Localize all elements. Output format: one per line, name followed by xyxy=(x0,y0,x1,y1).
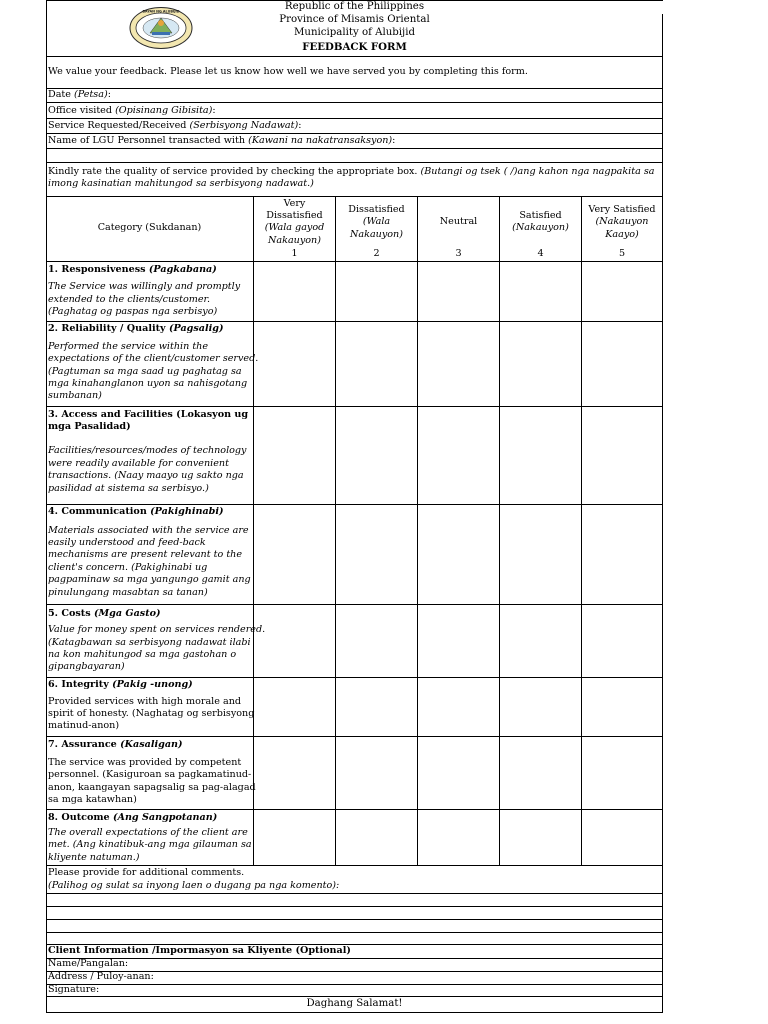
date-field[interactable]: Date (Petsa): xyxy=(48,89,111,100)
comments-line-3[interactable] xyxy=(46,920,663,932)
comments-prompt: Please provide for additional comments. xyxy=(48,867,245,878)
service-requested-field[interactable]: Service Requested/Received (Serbisyong Nadawat): xyxy=(48,120,302,131)
office-visited-field[interactable]: Office visited (Opisinang Gibisita): xyxy=(48,105,216,116)
rating-instructions-local: imong kasinatian mahitungod sa serbisyong nadawat.) xyxy=(48,178,314,189)
client-address-field[interactable]: Address / Puloy-anan: xyxy=(48,971,154,982)
lgu-personnel-field[interactable]: Name of LGU Personnel transacted with (Kawani na nakatransaksyon): xyxy=(48,135,396,146)
header-municipality: Municipality of Alubijid xyxy=(293,27,415,38)
header-republic: Republic of the Philippines xyxy=(284,1,425,12)
form-border-bottom xyxy=(46,1012,663,1013)
comments-prompt-local: (Palihog og sulat sa inyong laen o dugang pa nga komento): xyxy=(48,880,340,891)
form-title: FEEDBACK FORM xyxy=(302,41,407,53)
form-border-right xyxy=(662,14,663,1013)
intro-text: We value your feedback. Please let us know how well we have served you by completing this form. xyxy=(48,66,528,77)
header-province: Province of Misamis Oriental xyxy=(279,14,430,25)
client-signature-field[interactable]: Signature: xyxy=(48,984,100,995)
svg-text:BAYAN NG ALUBIJID: BAYAN NG ALUBIJID xyxy=(142,9,180,14)
footer-thanks: Daghang Salamat! xyxy=(306,998,403,1009)
rating-instructions: Kindly rate the quality of service provided by checking the appropriate box. (Butangi og tsek ( /)ang kahon nga nagpakita sa xyxy=(48,166,655,177)
client-info-title: Client Information /Impormasyon sa Kliyente (Optional) xyxy=(48,945,351,956)
form-border-left xyxy=(46,0,47,1013)
category-column-header: Category (Sukdanan) xyxy=(97,222,202,233)
comments-line-1[interactable] xyxy=(46,894,663,906)
feedback-form: BAYAN NG ALUBIJID Republic of the Philippines Province of Misamis Oriental Municipality of Alubijid FEEDBACK FORM We value your feedback. Please let us know how well we have served you by completing this form. Date (Petsa): Office visited (Opisinang Gibisita): Service Requested/Received (Serbisyong Nadawat): Name of LGU Personnel transacted with (Kawani na nakatransaksyon): Kindly rate the quality of service provided by checking the appropriate box. (Butangi og tsek ( /)ang kahon nga nagpakita sa imong kasinatian mahitungod sa serbisyong nadawat.) Category (Sukdanan) Very Dissatisfied (Wala gayod Nakauyon) 1 Dissatisfied (Wala Nakauyon) 2 Neutral 3 Satisfied (Nakauyon) 4 Very Satisfied (Nakauyon Kaayo) 5 1. Responsiveness (Pagkabana) The Service was willingly and promptly extended to the clients/customer. (Paghatag og paspas nga serbisyo) 2. Reliability / Quality (Pagsalig) Performed the service within the expectations of the client/customer served. (Pagtuman sa mga saad ug paghatag sa mga kinahanglanon uyon sa nahisgotang sumbanan) 3. Access and Facilities (Lokasyon ug mga Pasalidad) Facilities/resources/modes of technology were readily available for convenient transactions. (Naay maayo ug sakto nga pasilidad at sistema sa serbisyo.) 4. Communication (Pakighinabi) Materials associated with the service are easily understood and feed-back mechanisms are present relevant to the client's concern. (Pakighinabi ug pagpaminaw sa mga yangungo gamit ang pinulungang masabtan sa tanan) 5. Costs (Mga Gasto) Value for money spent on services rendered. (Katagbawan sa serbisyong nadawat ilabi na kon mahitungod sa mga gastohan o gipangbayaran) 6. Integrity (Pakig -unong) Provided services with high morale and spirit of honesty. (Naghatag og serbisyong matinud-anon) 7. Assurance (Kasaligan) The service was provided by competent personnel. (Kasiguroan sa pagkamatinud- anon, kaangayan sapagsalig sa pag-alagad sa mga katawhan) 8. Outcome (Ang Sangpotanan) The overall expectations of the client are met. (Ang kinatibuk-ang mga gilauman sa kliyente natuman.) Please provide for additional comments. (Palihog og sulat sa inyong laen o dugang pa nga komento): Client Information /Impormasyon sa Kliyente (Optional) Name/Pangalan: Address / Puloy-anan: Signature: Daghang Salamat! xyxy=(46,0,663,1013)
client-name-field[interactable]: Name/Pangalan: xyxy=(48,958,129,969)
comments-line-2[interactable] xyxy=(46,907,663,919)
